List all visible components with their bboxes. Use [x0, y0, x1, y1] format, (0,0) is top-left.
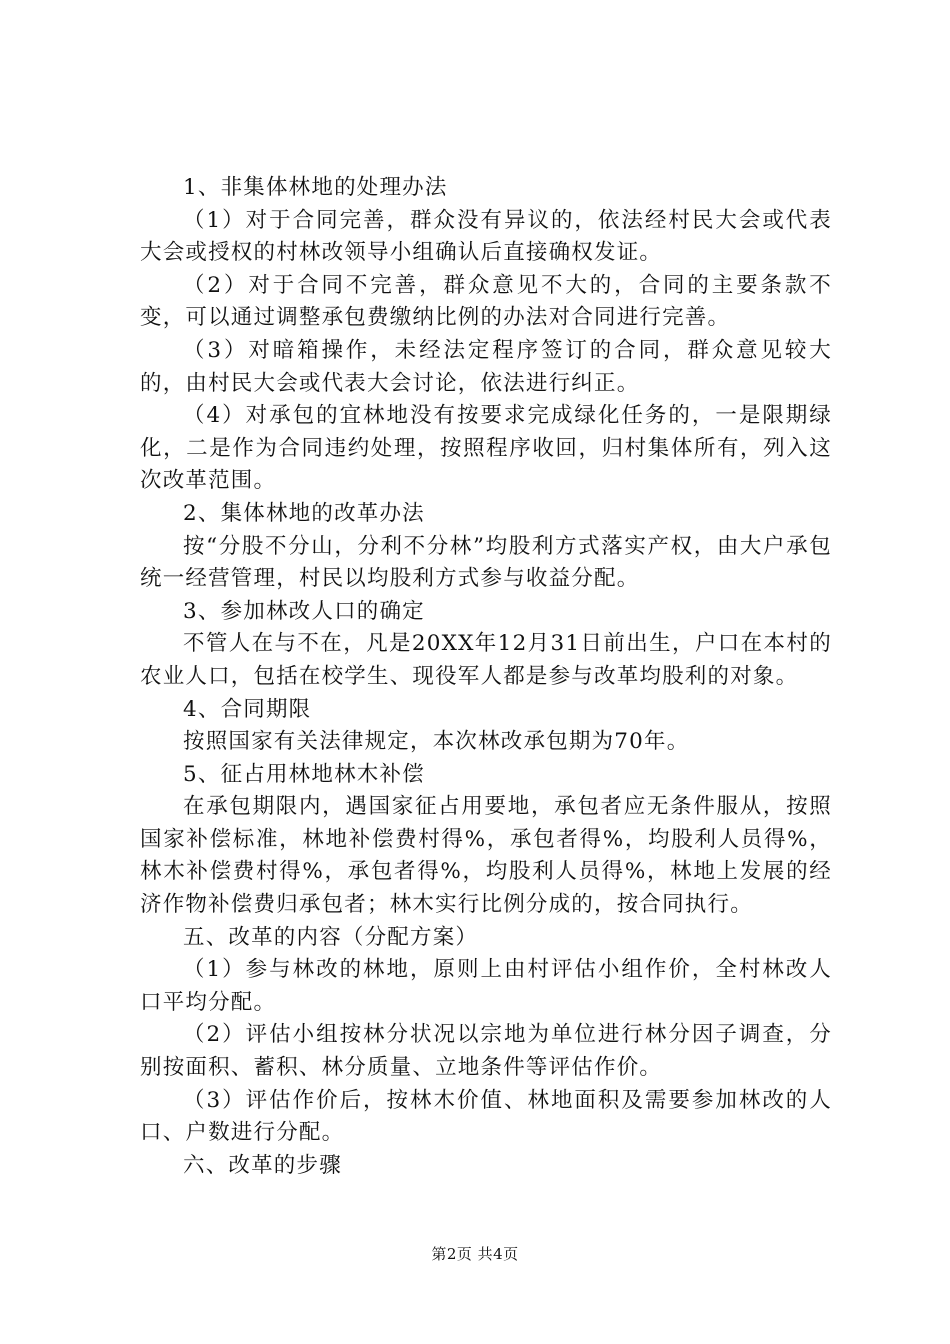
body-paragraph: （1）参与林改的林地，原则上由村评估小组作价，全村林改人口平均分配。: [140, 957, 832, 1015]
section-heading: 2、集体林地的改革办法: [183, 500, 425, 526]
chapter-heading: 五、改革的内容（分配方案）: [183, 924, 479, 950]
body-paragraph: 按“分股不分山，分利不分林”均股利方式落实产权，由大户承包统一经营管理，村民以均股利方式参与收益分配。: [140, 533, 832, 592]
section-heading: 5、征占用林地林木补偿: [183, 761, 425, 787]
body-paragraph: （3）评估作价后，按林木价值、林地面积及需要参加林改的人口、户数进行分配。: [140, 1087, 832, 1146]
body-paragraph: （3）对暗箱操作，未经法定程序签订的合同，群众意见较大的，由村民大会或代表大会讨论，依法进行纠正。: [140, 337, 832, 396]
section-heading: 1、非集体林地的处理办法: [183, 175, 448, 200]
body-paragraph: 在承包期限内，遇国家征占用要地，承包者应无条件服从，按照国家补偿标准，林地补偿费村得%，承包者得%，均股利人员得%，林木补偿费村得%，承包者得%，均股利人员得%，林地上发展的经济作物补偿费归承包者；林木实行比例分成的，按合同执行。: [140, 794, 832, 918]
body-paragraph: （2）对于合同不完善，群众意见不大的，合同的主要条款不变，可以通过调整承包费缴纳比例的办法对合同进行完善。: [140, 272, 832, 331]
body-paragraph: （4）对承包的宜林地没有按要求完成绿化任务的，一是限期绿化，二是作为合同违约处理，按照程序收回，归村集体所有，列入这次改革范围。: [140, 403, 832, 494]
section-heading: 3、参加林改人口的确定: [183, 598, 425, 624]
body-paragraph: 不管人在与不在，凡是20XX年12月31日前出生，户口在本村的农业人口，包括在校学生、现役军人都是参与改革均股利的对象。: [140, 631, 832, 689]
body-paragraph: （2）评估小组按林分状况以宗地为单位进行林分因子调查，分别按面积、蓄积、林分质量、立地条件等评估作价。: [140, 1022, 832, 1081]
body-paragraph: 按照国家有关法律规定，本次林改承包期为70年。: [183, 729, 690, 755]
page-number-footer: 第2页 共4页: [431, 1245, 519, 1263]
body-paragraph: （1）对于合同完善，群众没有异议的，依法经村民大会或代表大会或授权的村林改领导小组确认后直接确权发证。: [140, 207, 832, 266]
section-heading: 4、合同期限: [183, 696, 312, 722]
chapter-heading: 六、改革的步骤: [183, 1152, 342, 1178]
document-body: [140, 172, 832, 1182]
